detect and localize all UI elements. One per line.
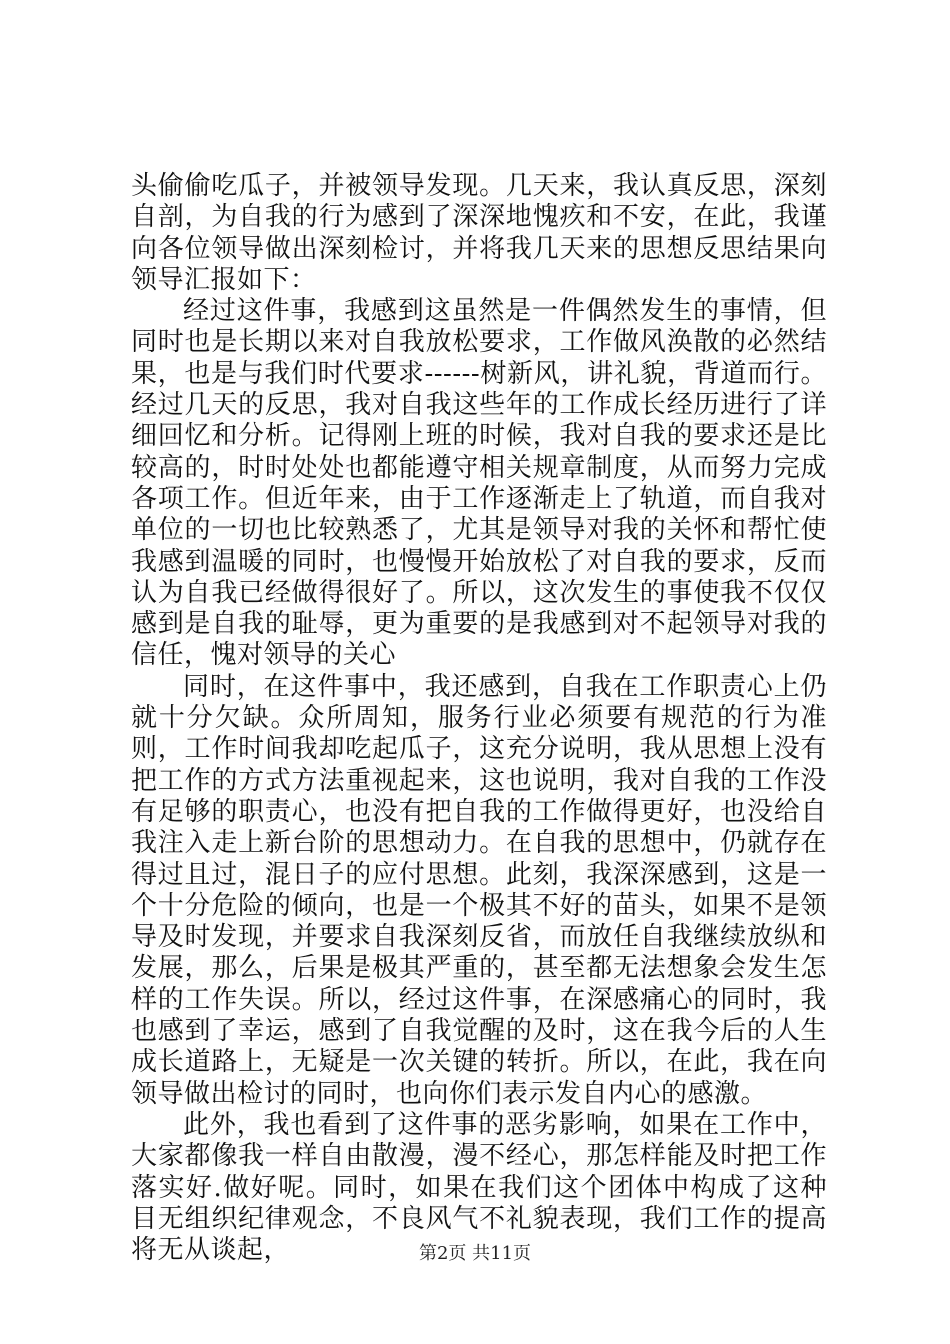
page-number-footer: 第2页 共11页 — [418, 1243, 532, 1264]
paragraph-impact: 此外，我也看到了这件事的恶劣影响，如果在工作中，大家都像我一样自由散漫，漫不经心，那怎样能及时把工作落实好.做好呢。同时，如果在我们这个团体中构成了这种目无组织纪律观念，不良风气不礼貌表现，我们工作的提高将无从谈起， — [131, 1109, 827, 1266]
document-body — [131, 171, 827, 1266]
paragraph-responsibility: 同时，在这件事中，我还感到，自我在工作职责心上仍就十分欠缺。众所周知，服务行业必须要有规范的行为准则，工作时间我却吃起瓜子，这充分说明，我从思想上没有把工作的方式方法重视起来，这也说明，我对自我的工作没有足够的职责心，也没有把自我的工作做得更好，也没给自我注入走上新台阶的思想动力。在自我的思想中，仍就存在得过且过，混日子的应付思想。此刻，我深深感到，这是一个十分危险的倾向，也是一个极其不好的苗头，如果不是领导及时发现，并要求自我深刻反省，而放任自我继续放纵和发展，那么，后果是极其严重的，甚至都无法想象会发生怎样的工作失误。所以，经过这件事，在深感痛心的同时，我也感到了幸运，感到了自我觉醒的及时，这在我今后的人生成长道路上，无疑是一次关键的转折。所以，在此，我在向领导做出检讨的同时，也向你们表示发自内心的感激。 — [131, 671, 827, 1109]
paragraph-reflection: 经过这件事，我感到这虽然是一件偶然发生的事情，但同时也是长期以来对自我放松要求，工作做风涣散的必然结果，也是与我们时代要求------树新风，讲礼貌，背道而行。经过几天的反思，我对自我这些年的工作成长经历进行了详细回忆和分析。记得刚上班的时候，我对自我的要求还是比较高的，时时处处也都能遵守相关规章制度，从而努力完成各项工作。但近年来，由于工作逐渐走上了轨道，而自我对单位的一切也比较熟悉了，尤其是领导对我的关怀和帮忙使我感到温暖的同时，也慢慢开始放松了对自我的要求，反而认为自我已经做得很好了。所以，这次发生的事使我不仅仅感到是自我的耻辱，更为重要的是我感到对不起领导对我的信任，愧对领导的关心 — [131, 296, 827, 671]
paragraph-continuation: 头偷偷吃瓜子，并被领导发现。几天来，我认真反思，深刻自剖，为自我的行为感到了深深地愧疚和不安，在此，我谨向各位领导做出深刻检讨，并将我几天来的思想反思结果向领导汇报如下： — [131, 171, 827, 295]
